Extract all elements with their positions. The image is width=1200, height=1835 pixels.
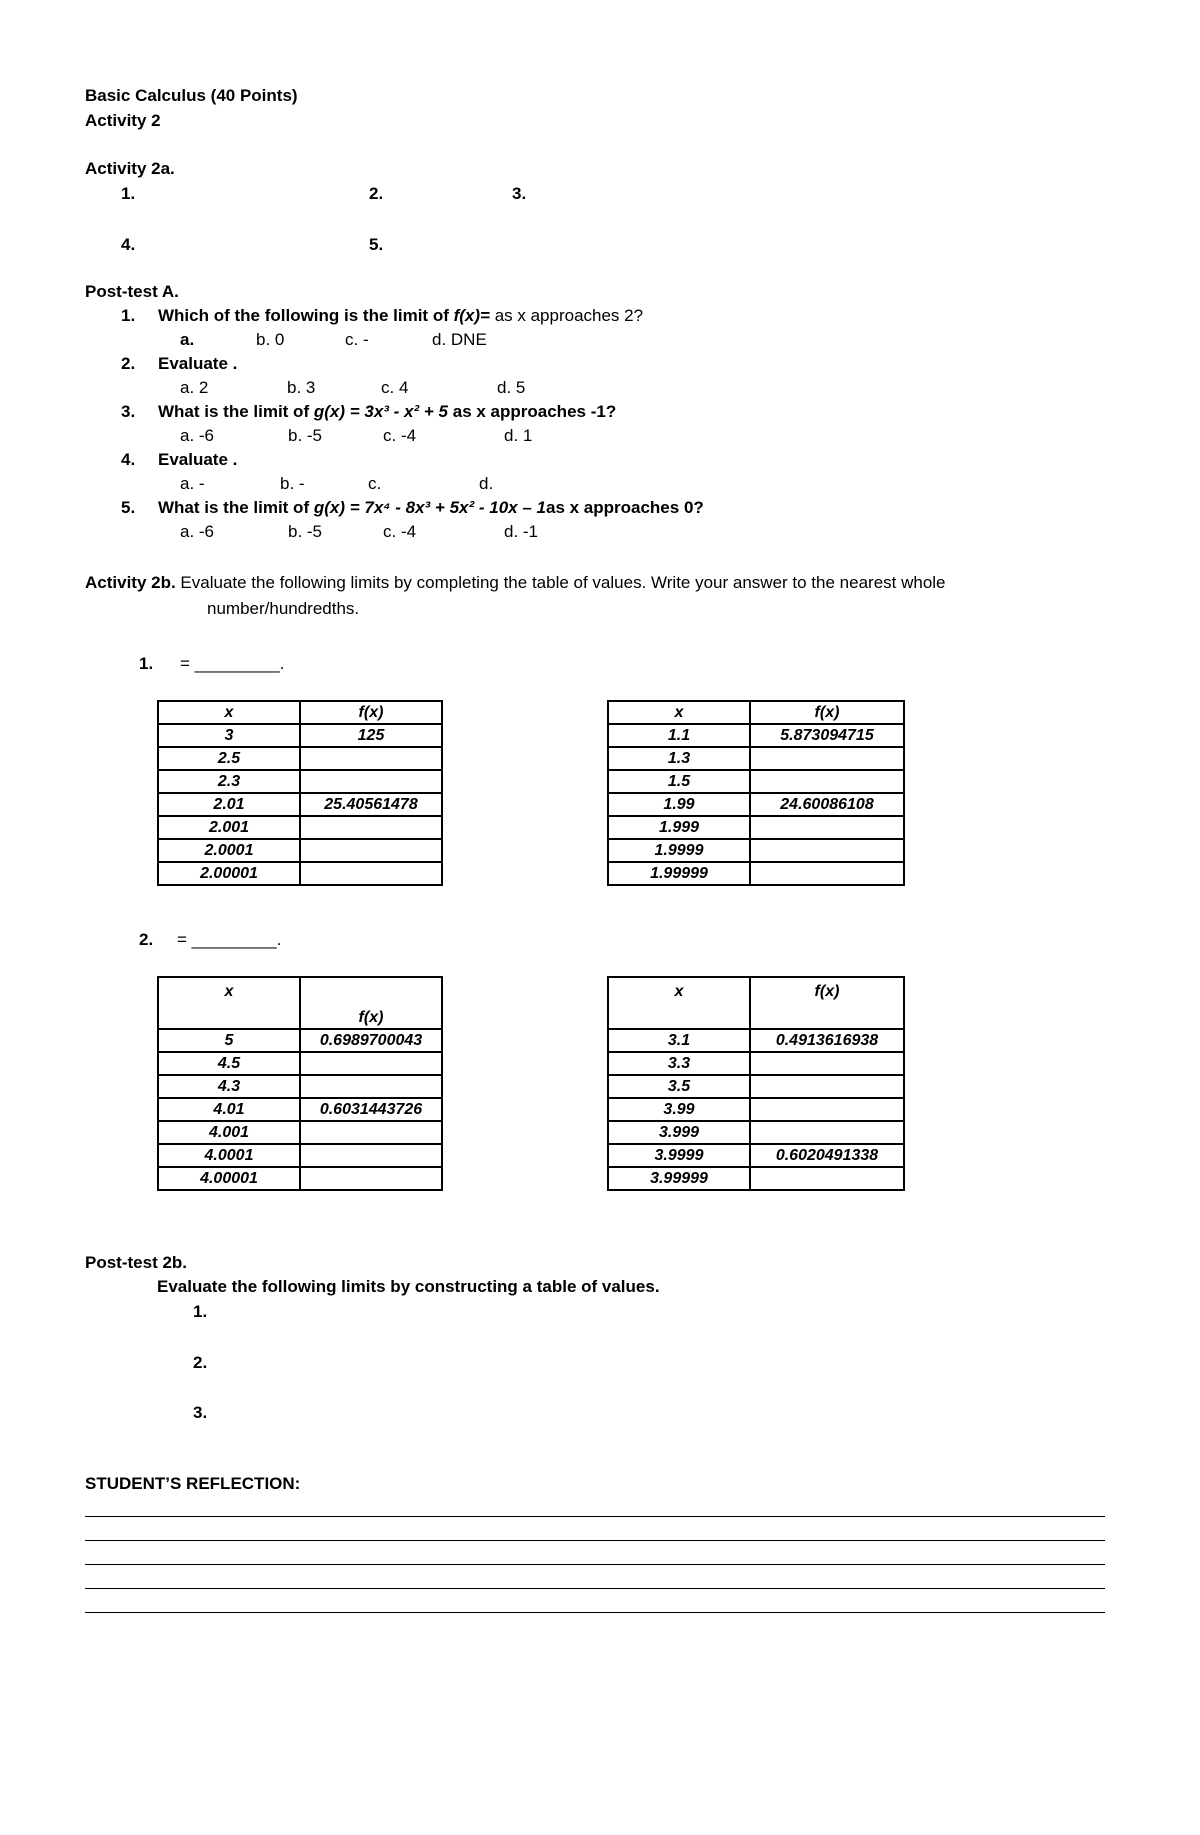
choice: c. -4 xyxy=(383,522,417,541)
table-cell: 0.6031443726 xyxy=(300,1098,442,1121)
reflection-line[interactable] xyxy=(85,1588,1105,1589)
table-cell xyxy=(300,1144,442,1167)
table-cell xyxy=(300,1075,442,1098)
activity-2a-item: 5. xyxy=(369,235,384,254)
post-test-2b-item: 2. xyxy=(193,1353,208,1372)
table-cell: 1.5 xyxy=(608,770,750,793)
table-cell: 5 xyxy=(158,1029,300,1052)
table-cell: 2.001 xyxy=(158,816,300,839)
post-test-a-heading: Post-test A. xyxy=(85,282,179,301)
table-cell: 2.00001 xyxy=(158,862,300,885)
reflection-line[interactable] xyxy=(85,1612,1105,1613)
table-header: f(x) xyxy=(750,977,904,1029)
table-cell: 2.0001 xyxy=(158,839,300,862)
table-cell: 1.1 xyxy=(608,724,750,747)
table-cell: 4.00001 xyxy=(158,1167,300,1190)
choice: d. DNE xyxy=(432,330,487,349)
choice: d. 5 xyxy=(497,378,526,397)
post-test-2b-instruction: Evaluate the following limits by constructing a table of values. xyxy=(157,1277,660,1296)
table-cell xyxy=(750,1167,904,1190)
table-cell: 3.99999 xyxy=(608,1167,750,1190)
reflection-heading: STUDENT’S REFLECTION: xyxy=(85,1474,301,1493)
table-cell: 2.01 xyxy=(158,793,300,816)
activity-2a-item: 1. xyxy=(121,184,136,203)
table-cell: 1.9999 xyxy=(608,839,750,862)
table-header: x xyxy=(608,701,750,724)
activity-2a-item: 4. xyxy=(121,235,136,254)
question-number: 5. xyxy=(121,498,136,517)
table-cell: 25.40561478 xyxy=(300,793,442,816)
table-cell xyxy=(300,770,442,793)
post-test-2b-item: 3. xyxy=(193,1403,208,1422)
table-cell: 1.99 xyxy=(608,793,750,816)
question-number: 4. xyxy=(121,450,136,469)
table-cell: 4.01 xyxy=(158,1098,300,1121)
table-cell xyxy=(750,747,904,770)
table-cell: 3.5 xyxy=(608,1075,750,1098)
activity-2a-heading: Activity 2a. xyxy=(85,159,175,178)
choice: a. -6 xyxy=(180,522,215,541)
table-cell xyxy=(750,1098,904,1121)
choice: d. xyxy=(479,474,494,493)
value-table-2-right xyxy=(607,976,905,1191)
table-cell: 1.99999 xyxy=(608,862,750,885)
table-cell xyxy=(300,1167,442,1190)
choice: d. -1 xyxy=(504,522,539,541)
choice: c. 4 xyxy=(381,378,409,397)
reflection-line[interactable] xyxy=(85,1540,1105,1541)
activity-2a-item: 3. xyxy=(512,184,527,203)
choice: a. -6 xyxy=(180,426,215,445)
table-header: x xyxy=(158,977,300,1029)
answer-blank: = _________. xyxy=(177,930,282,949)
table-cell: 3.99 xyxy=(608,1098,750,1121)
activity-2b-instruction-cont: number/hundredths. xyxy=(207,599,360,618)
table-cell: 1.999 xyxy=(608,816,750,839)
question-text: Evaluate . xyxy=(158,354,238,373)
table-cell: 4.5 xyxy=(158,1052,300,1075)
question-text: What is the limit of g(x) = 7x⁴ - 8x³ + 5x² - 10x – 1as x approaches 0? xyxy=(158,498,704,517)
table-cell: 3.3 xyxy=(608,1052,750,1075)
table-cell: 125 xyxy=(300,724,442,747)
post-test-2b-item: 1. xyxy=(193,1302,208,1321)
table-header: f(x) xyxy=(300,977,442,1029)
post-test-2b-heading: Post-test 2b. xyxy=(85,1253,188,1272)
table-cell: 4.0001 xyxy=(158,1144,300,1167)
choice: a. 2 xyxy=(180,378,209,397)
table-cell xyxy=(750,816,904,839)
table-cell: 2.5 xyxy=(158,747,300,770)
table-cell xyxy=(750,1075,904,1098)
table-header: f(x) xyxy=(300,701,442,724)
table-cell xyxy=(300,1121,442,1144)
activity-2b-instruction: Activity 2b. Evaluate the following limits by completing the table of values. Write your answer to the nearest whole xyxy=(85,573,946,592)
question-number: 2. xyxy=(121,354,136,373)
table-header: f(x) xyxy=(750,701,904,724)
activity-2a-item: 2. xyxy=(369,184,384,203)
choice: c. - xyxy=(345,330,369,349)
table-cell: 5.873094715 xyxy=(750,724,904,747)
question-text: What is the limit of g(x) = 3x³ - x² + 5 as x approaches -1? xyxy=(158,402,617,421)
table-cell xyxy=(300,1052,442,1075)
choice: b. -5 xyxy=(288,522,323,541)
choice: c. xyxy=(368,474,382,493)
question-number: 3. xyxy=(121,402,136,421)
choice: b. 3 xyxy=(287,378,316,397)
question-number: 1. xyxy=(121,306,136,325)
answer-blank: = _________. xyxy=(180,654,285,673)
table-cell xyxy=(750,862,904,885)
table-cell xyxy=(750,1052,904,1075)
table-cell xyxy=(300,862,442,885)
table-cell: 0.6020491338 xyxy=(750,1144,904,1167)
table-cell xyxy=(300,816,442,839)
table-cell: 24.60086108 xyxy=(750,793,904,816)
table-cell: 3.9999 xyxy=(608,1144,750,1167)
value-table-2-left xyxy=(157,976,443,1191)
reflection-line[interactable] xyxy=(85,1564,1105,1565)
table-cell xyxy=(750,839,904,862)
table-cell: 2.3 xyxy=(158,770,300,793)
table-cell: 4.001 xyxy=(158,1121,300,1144)
table-header: x xyxy=(158,701,300,724)
table-cell xyxy=(750,770,904,793)
table-cell xyxy=(300,839,442,862)
table-cell: 0.4913616938 xyxy=(750,1029,904,1052)
problem-number: 2. xyxy=(139,930,154,949)
choice: a. - xyxy=(180,474,205,493)
choice: a. xyxy=(180,330,195,349)
reflection-line[interactable] xyxy=(85,1516,1105,1517)
table-cell: 4.3 xyxy=(158,1075,300,1098)
choice: b. - xyxy=(280,474,305,493)
table-cell: 0.6989700043 xyxy=(300,1029,442,1052)
table-cell xyxy=(750,1121,904,1144)
table-cell xyxy=(300,747,442,770)
worksheet-title: Basic Calculus (40 Points) xyxy=(85,86,298,105)
table-cell: 3.1 xyxy=(608,1029,750,1052)
choice: b. 0 xyxy=(256,330,285,349)
value-table-1-left xyxy=(157,700,443,886)
question-text: Which of the following is the limit of f(x)= as x approaches 2? xyxy=(158,306,644,325)
table-cell: 1.3 xyxy=(608,747,750,770)
choice: c. -4 xyxy=(383,426,417,445)
activity-title: Activity 2 xyxy=(85,111,161,130)
table-cell: 3.999 xyxy=(608,1121,750,1144)
choice: d. 1 xyxy=(504,426,533,445)
problem-number: 1. xyxy=(139,654,154,673)
choice: b. -5 xyxy=(288,426,323,445)
table-cell: 3 xyxy=(158,724,300,747)
value-table-1-right xyxy=(607,700,905,886)
table-header: x xyxy=(608,977,750,1029)
question-text: Evaluate . xyxy=(158,450,238,469)
